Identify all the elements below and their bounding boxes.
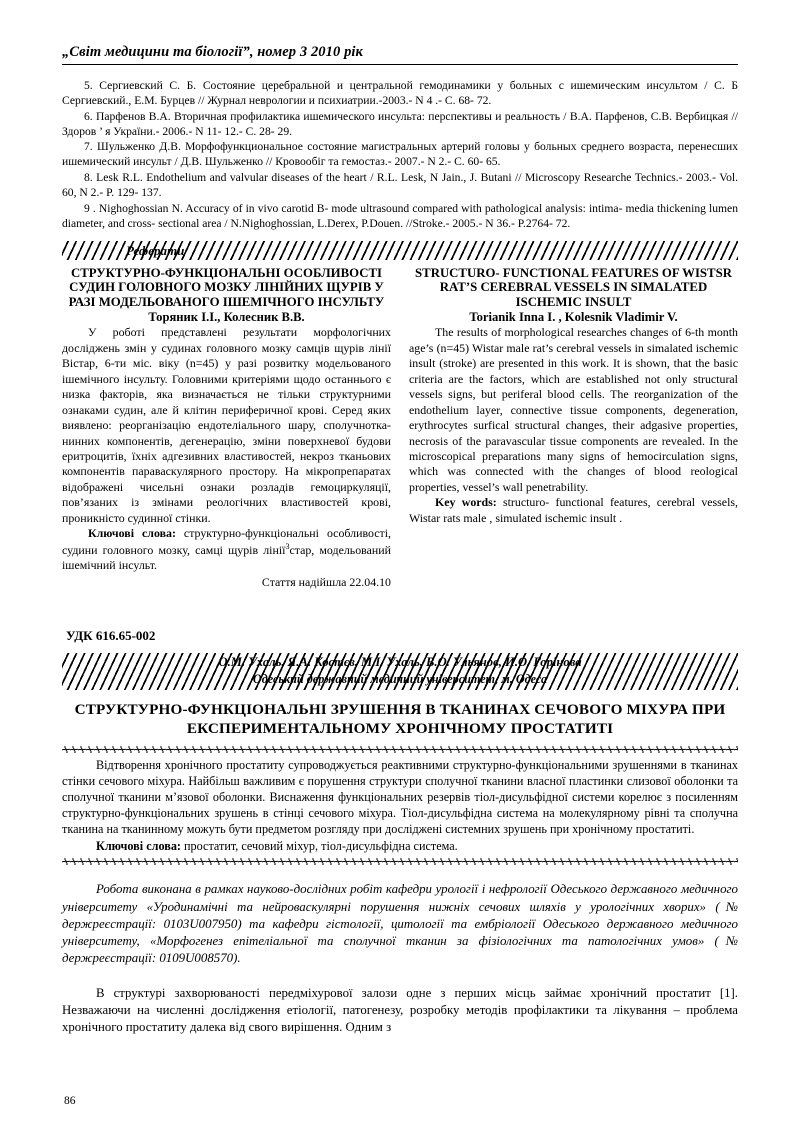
article-title: СТРУКТУРНО-ФУНКЦІОНАЛЬНІ ЗРУШЕННЯ В ТКАНИНАХ СЕЧОВОГО МІХУРА ПРИ ЕКСПЕРИМЕНТАЛЬНОМУ ХРОНІЧНОМУ ПРОСТАТИТІ [74,700,726,737]
abstracts-columns [62,266,738,602]
article-abstract-body: Відтворення хронічного простатиту супроводжується реактивними структурно-функціональними зрушеннями в тканинах стінки сечового міхура. Найбільш важливим є порушення структури сполучної тканини власної пластинки слизової оболонки та сполучної тканини м’язової оболонки. Виснаження функціональних резервів тіол-дисульфідної системи корелює з посиленням структурно-функціональних зрушень в стінці сечового міхура. Тіол-дисульфідна система на молекулярному рівні та сполучна тканина на тканинному можуть бути предметом розгляду при дослідженi системних зрушень при хронічному простатиті. [62,757,738,837]
introduction-paragraph: В структурі захворюваності передміхурової залози одне з перших місць займає хронічний простатит [1]. Незважаючи на численні дослідження етіології, патогенезу, розробку методів профілактики та лікування – проблема хронічного простатиту далека від свого вирішення. Одним з [62,986,738,1035]
page-number: 86 [64,1095,76,1107]
reference-item: 7. Шульженко Д.В. Морфофункциональное состояние магистральных артерий головы у больных среднего возраста, перенесших ишемический инсульт / Д.В. Шульженко // Кровообіг та гемостаз.- 2007.- N 2.- С. 60- 65. [62,140,738,169]
article-banner-text [62,654,738,688]
wavy-separator-bottom [62,858,738,865]
abstract-en-authors: Torianik Inna I. , Kolesnik Vladimir V. [469,310,678,325]
abstract-uk-keywords-label: Ключові слова: [88,526,176,541]
abstract-uk-keywords-sup: 3 [285,541,290,551]
reference-item: 9 . Nighoghossian N. Accuracy of in vivo carotid B- mode ultrasound compared with pathological analysis: intima- media thickening lumen diameter, and cross- sectional area / N.Nighoghossian, L.Derex, P.Douen. //Stroke.- 2005.- N 36.- P.2764- 72. [62,201,738,230]
abstract-uk-received-date: Стаття надійшла 22.04.10 [261,574,391,589]
udc-code: УДК 616.65-002 [66,627,156,643]
abstract-uk-authors: Торяник І.І., Колесник В.В. [148,310,305,325]
article-keywords-text: простатит, сечовий міхур, тіол-дисульфідна система. [180,839,458,854]
abstracts-hatched-banner [62,241,738,260]
article-affiliation: Одеський державний медичний університет, м. Одеса [252,671,548,686]
abstract-uk-keywords [62,526,391,573]
abstract-en-keywords [409,495,738,526]
reference-list [62,78,738,231]
abstract-uk-keywords-text: структурно-функціональні особливості, судини головного мозку, самці щурів лінії [62,526,391,557]
running-head: „Світ медицини та біології”, номер 3 2010 рік [62,44,363,60]
abstract-en-title: STRUCTURO- FUNCTIONAL FEATURES OF WISTSR RAT’S CEREBRAL VESSELS IN SIMALATED ISCHEMIC INSULT [415,265,732,310]
article-authors: О.М. Ухаль, Я.А. Костєв, М.І. Ухаль, В.О. Ульянов, И.О. Горінова [218,654,582,669]
wavy-separator-top [62,746,738,753]
abstract-uk-title: СТРУКТУРНО-ФУНКЦІОНАЛЬНІ ОСОБЛИВОСТІ СУДИН ГОЛОВНОГО МОЗКУ ЛІНІЙНИХ ЩУРІВ У РАЗІ МОДЕЛЬОВАНОГО ІШЕМІЧНОГО ІНСУЛЬТУ [68,265,385,310]
reference-item: 6. Парфенов В.А. Вторичная профилактика ишемического инсульта: перспективы и реальность / В.А. Парфенов, С.В. Вербицкая // Здоров ’ я України.- 2006.- N 11- 12.- С. 28- 29. [62,109,738,138]
abstract-en-keywords-label: Key words: [435,495,497,510]
reference-item: 8. Lesk R.L. Endothelium and valvular diseases of the heart / R.L. Lesk, N Jain., J. Butani // Microscopy Researche Technics.- 2003.- Vol. 60, N 2.- P. 129- 137. [62,170,738,199]
abstract-uk-body: У роботі представлені результати морфологічних досліджень змін у судинах головного мозку самців щурів лінії Вістар, 6-ти міс. віку (n=45) у разі розвитку модельованого ішемічного інсульту. Головними критеріями щодо останнього є низка факторів, яка визначається не тільки структурними ознаками судин, але й клітин периферичної крові. Серед яких виявлено: реорганізацію ендотеліального шару, сполучнотка-нинних компонентів, дегенерацію, зміни поверхневої будови еритроцитів, їхніх адгезивних властивостей, некроз тканьових компонентів параваскулярного простору. На мікропрепаратах відображені чисельні ознаки розладів гемоциркуляції, пов’язаних із змінами реологічних властивостей крові, проникністо судинної стінки. [62,325,391,525]
abstracts-banner-label: Реферати [126,242,185,258]
funding-note: Робота виконана в рамках науково-дослідних робіт кафедри урології і нефрології Одеського державного медичного університету «Уродинамічні та нейроваскулярні порушення нижніх сечових шляхів у урологічних хворих» (№ держреєстрації: 0103U007950) та кафедри гістології, цитології та ембріології Одеського державного медичного університету, «Морфогенез епітеліальної та сполучної тканин за фізіологічних та патологічних умов» (№ держреєстрації: 0109U008570). [62,882,738,966]
article-authors-hatched-banner [62,653,738,690]
abstract-uk-keywords-tail: стар, модельований ішемічний інсульт. [62,542,391,573]
abstract-en-keywords-text: structuro- functional features, cerebral vessels, Wistar rats male , simulated ischemic insult . [409,495,738,525]
running-head-rule [62,64,738,65]
reference-item: 5. Сергиевский С. Б. Состояние церебральной и центральной гемодинамики у больных с ишемическим инсультом / С. Б Сергиевский., Е.М. Бурцев // Журнал неврологии и психиатрии.-2003.- N 4 .- С. 68- 72. [62,79,738,108]
abstract-en-body: The results of morphological researches changes of 6-th month age’s (n=45) Wistar male rat’s cerebral vessels in simalated ischemic insult (stroke) are presented in this work. It is shown, that the basic criteria are the factors, which are established not only structural vessels signs, but periferal blood cells. The reorganization of the endothelium layer, connective tissue components, degeneration, erythrocytes surfical structural changes, their adgasive properties, necrosis of the paravascular tissue components are revealed. In the microscopical preparations many signs of hemocirculation signs, which was connected with the changes of blood reological properties, vessel’s wall penetrability. [409,325,738,494]
article-abstract-keywords [62,838,738,854]
abstract-english [409,266,738,527]
article-keywords-label: Ключові слова: [96,839,181,854]
abstract-ukrainian [62,266,391,602]
